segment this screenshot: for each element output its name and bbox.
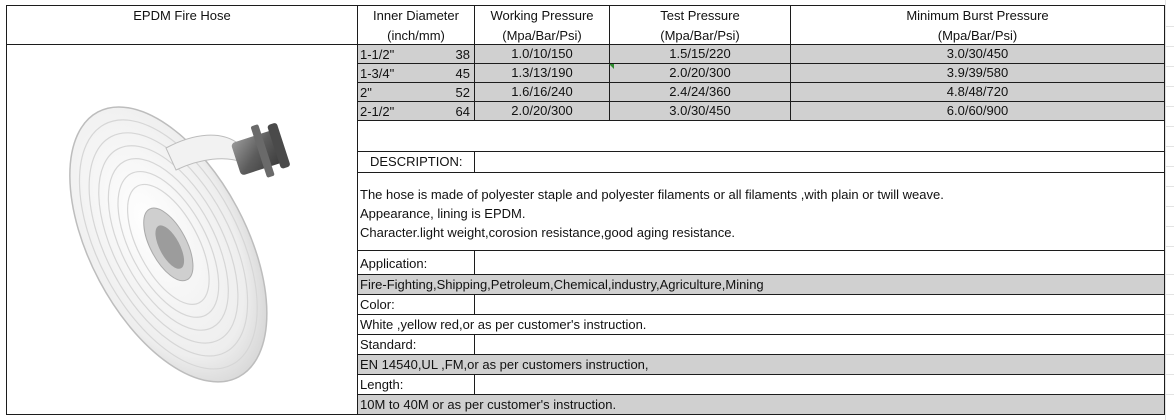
header-working-pressure[interactable] [474, 5, 610, 45]
table-row[interactable] [357, 63, 475, 83]
title-cell[interactable] [6, 5, 358, 45]
header-working-pressure-title: Working Pressure [490, 8, 594, 23]
application-label-empty[interactable] [474, 250, 1165, 275]
standard-label-cell[interactable] [357, 334, 475, 355]
blank-row[interactable] [357, 120, 1165, 152]
header-inner-diameter-unit: (inch/mm) [387, 28, 445, 43]
standard-label-empty[interactable] [474, 334, 1165, 355]
sheet-gridline [1165, 206, 1174, 207]
length-value: 10M to 40M or as per customer's instruction. [360, 397, 617, 412]
row-test-pressure[interactable]: 3.0/30/450 [609, 101, 791, 121]
row-working-pressure[interactable]: 2.0/20/300 [474, 101, 610, 121]
description-line: The hose is made of polyester staple and polyester filaments or all filaments ,with plain or twill weave. [360, 187, 944, 202]
table-row[interactable] [357, 44, 475, 64]
standard-value-cell[interactable] [357, 354, 1165, 375]
sheet-gridline [1165, 166, 1174, 167]
description-text-cell[interactable] [357, 172, 1165, 251]
comment-indicator-icon [609, 64, 614, 69]
sheet-gridline [1165, 86, 1174, 87]
sheet-gridline [1165, 66, 1174, 67]
row-working-pressure[interactable]: 1.6/16/240 [474, 82, 610, 102]
description-label-cell[interactable] [357, 151, 475, 173]
color-label: Color: [360, 297, 395, 312]
color-label-empty[interactable] [474, 294, 1165, 315]
row-working-pressure[interactable]: 1.0/10/150 [474, 44, 610, 64]
row-burst-pressure[interactable]: 6.0/60/900 [790, 101, 1165, 121]
header-inner-diameter[interactable] [357, 5, 475, 45]
header-test-pressure-unit: (Mpa/Bar/Psi) [660, 28, 740, 43]
sheet-gridline [1165, 334, 1174, 335]
row-inch: 2-1/2" [360, 104, 395, 119]
row-test-pressure[interactable]: 1.5/15/220 [609, 44, 791, 64]
application-value: Fire-Fighting,Shipping,Petroleum,Chemical,industry,Agriculture,Mining [360, 277, 764, 292]
length-label: Length: [360, 377, 404, 392]
sheet-gridline [1165, 26, 1174, 27]
product-title: EPDM Fire Hose [133, 8, 231, 23]
header-burst-pressure-unit: (Mpa/Bar/Psi) [937, 28, 1018, 43]
fire-hose-image [36, 70, 336, 390]
sheet-gridline [1165, 314, 1174, 315]
sheet-gridline [1165, 246, 1174, 247]
row-inch: 1-1/2" [360, 47, 395, 62]
application-label: Application: [360, 256, 428, 271]
sheet-gridline [1165, 354, 1174, 355]
sheet-gridline [1165, 226, 1174, 227]
row-mm: 52 [455, 85, 470, 100]
sheet-gridline [1165, 0, 1166, 420]
header-test-pressure[interactable] [609, 5, 791, 45]
standard-label: Standard: [360, 337, 417, 352]
description-line: Character.light weight,corosion resistance,good aging resistance. [360, 225, 736, 240]
row-test-pressure[interactable]: 2.0/20/300 [609, 63, 791, 83]
length-label-cell[interactable] [357, 374, 475, 395]
sheet-gridline [1165, 294, 1174, 295]
sheet-gridline [1165, 106, 1174, 107]
sheet-gridline [1165, 274, 1174, 275]
description-label: DESCRIPTION: [370, 154, 463, 169]
table-row[interactable] [357, 82, 475, 102]
header-inner-diameter-title: Inner Diameter [373, 8, 459, 23]
sheet-gridline [1165, 46, 1174, 47]
length-value-cell[interactable] [357, 394, 1165, 415]
row-mm: 64 [455, 104, 470, 119]
description-line: Appearance, lining is EPDM. [360, 206, 526, 221]
row-test-pressure[interactable]: 2.4/24/360 [609, 82, 791, 102]
color-label-cell[interactable] [357, 294, 475, 315]
row-inch: 1-3/4" [360, 66, 395, 81]
row-inch: 2" [360, 85, 372, 100]
header-burst-pressure[interactable] [790, 5, 1165, 45]
row-burst-pressure[interactable]: 4.8/48/720 [790, 82, 1165, 102]
row-burst-pressure[interactable]: 3.9/39/580 [790, 63, 1165, 83]
sheet-gridline [1165, 126, 1174, 127]
row-mm: 38 [455, 47, 470, 62]
color-value: White ,yellow red,or as per customer's instruction. [360, 317, 647, 332]
color-value-cell[interactable] [357, 314, 1165, 335]
length-label-empty[interactable] [474, 374, 1165, 395]
sheet-gridline [1165, 186, 1174, 187]
application-label-cell[interactable] [357, 250, 475, 275]
sheet-gridline [1165, 146, 1174, 147]
header-burst-pressure-title: Minimum Burst Pressure [906, 8, 1049, 23]
row-mm: 45 [455, 66, 470, 81]
standard-value: EN 14540,UL ,FM,or as per customers instruction, [360, 357, 649, 372]
description-label-empty[interactable] [474, 151, 1165, 173]
application-value-cell[interactable] [357, 274, 1165, 295]
sheet-gridline [1165, 394, 1174, 395]
header-working-pressure-unit: (Mpa/Bar/Psi) [502, 28, 582, 43]
table-row[interactable] [357, 101, 475, 121]
header-test-pressure-title: Test Pressure [660, 8, 740, 23]
sheet-gridline [1165, 374, 1174, 375]
row-burst-pressure[interactable]: 3.0/30/450 [790, 44, 1165, 64]
row-working-pressure[interactable]: 1.3/13/190 [474, 63, 610, 83]
